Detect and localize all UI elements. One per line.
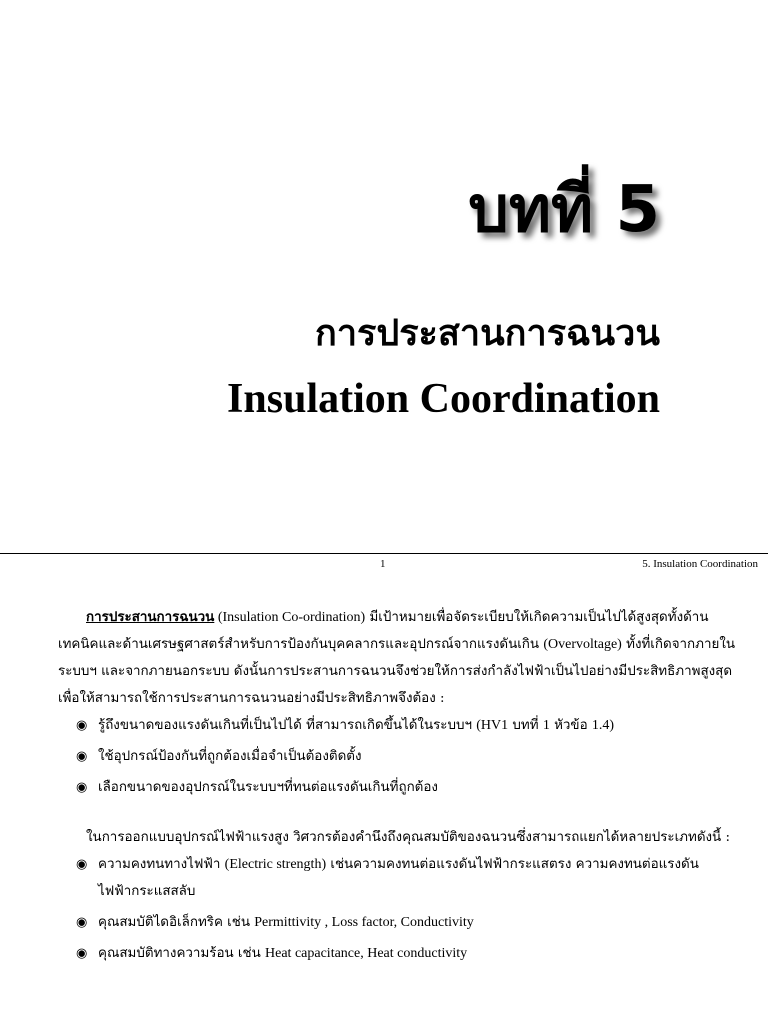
list-item: ◉ คุณสมบัติทางความร้อน เช่น Heat capacitance, Heat conductivity xyxy=(58,940,748,967)
chapter-heading: บทที่ 5 xyxy=(468,173,660,247)
requirements-list xyxy=(58,712,748,801)
defined-term: การประสานการฉนวน xyxy=(86,609,215,625)
properties-list xyxy=(58,851,748,967)
page-number: 1 xyxy=(380,558,386,570)
list-item: ◉ รู้ถึงขนาดของแรงดันเกินที่เป็นไปได้ ที่สามารถเกิดขึ้นได้ในระบบฯ (HV1 บทที่ 1 หัวข้อ 1.4) xyxy=(58,712,748,739)
title-thai: การประสานการฉนวน xyxy=(315,313,660,354)
bullet-icon: ◉ xyxy=(76,718,88,733)
bullet-icon: ◉ xyxy=(76,946,88,961)
bullet-icon: ◉ xyxy=(76,780,88,795)
intro-text: มีเป้าหมายเพื่อจัดระเบียบให้เกิดความเป็นไปได้สูงสุดทั้งด้านเทคนิคและด้านเศรษฐศาสตร์สำหรับการป้องกันบุคคลากรและอุปกรณ์จากแรงดันเกิน xyxy=(58,610,709,652)
bullet-icon: ◉ xyxy=(76,915,88,930)
paragraph-gap xyxy=(58,805,748,824)
running-head: 5. Insulation Coordination xyxy=(642,558,758,570)
intro-text-english: (Overvoltage) xyxy=(543,637,622,652)
bullet-icon: ◉ xyxy=(76,857,88,872)
requirements-lead: เพื่อให้สามารถใช้การประสานการฉนวนอย่างมีประสิทธิภาพจึงต้อง : xyxy=(58,691,445,706)
body-text xyxy=(58,604,748,971)
term-english: (Insulation Co-ordination) xyxy=(214,610,366,625)
page-divider xyxy=(0,553,768,554)
bullet-icon: ◉ xyxy=(76,749,88,764)
list-item: ◉ ความคงทนทางไฟฟ้า (Electric strength) เช่นความคงทนต่อแรงดันไฟฟ้ากระแสตรง ความคงทนต่อแรงดันไฟฟ้ากระแสสลับ xyxy=(58,851,748,905)
intro-text-continued: ทั้งที่เกิดจากภายในระบบฯ และจากภายนอกระบบ ดังนั้นการประสานการฉนวนจึงช่วยให้การส่งกำลังไฟฟ้าเป็นไปอย่างมีประสิทธิภาพสูงสุด xyxy=(58,637,736,679)
intro-paragraph xyxy=(58,604,748,685)
title-english: Insulation Coordination xyxy=(227,376,660,422)
list-item: ◉ เลือกขนาดของอุปกรณ์ในระบบฯที่ทนต่อแรงดันเกินที่ถูกต้อง xyxy=(58,774,748,801)
list-item: ◉ คุณสมบัติไดอิเล็กทริค เช่น Permittivity , Loss factor, Conductivity xyxy=(58,909,748,936)
design-paragraph: ในการออกแบบอุปกรณ์ไฟฟ้าแรงสูง วิศวกรต้องคำนึงถึงคุณสมบัติของฉนวนซึ่งสามารถแยกได้หลายประเภทดังนี้ : xyxy=(86,830,730,845)
list-item: ◉ ใช้อุปกรณ์ป้องกันที่ถูกต้องเมื่อจำเป็นต้องติดตั้ง xyxy=(58,743,748,770)
